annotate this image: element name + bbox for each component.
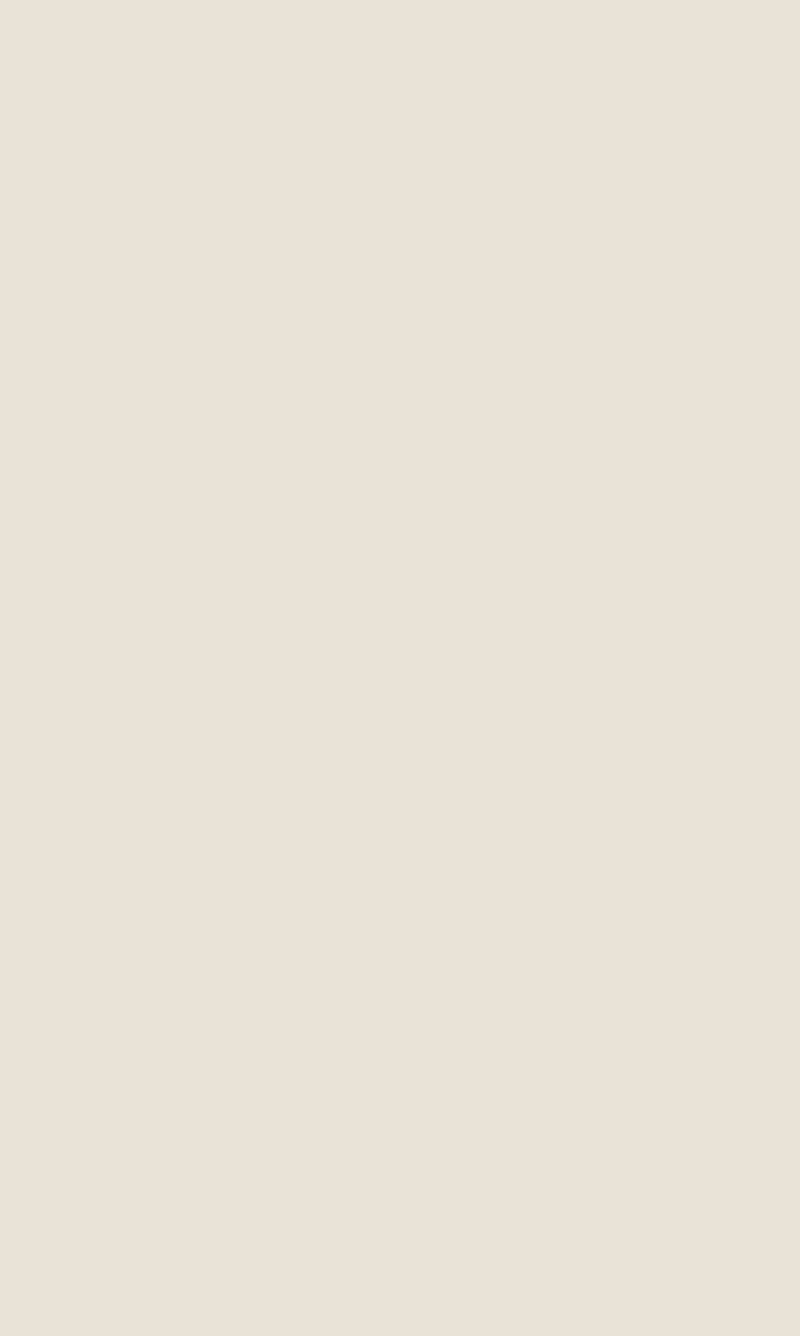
page-text xyxy=(102,147,714,163)
running-head xyxy=(102,116,714,140)
